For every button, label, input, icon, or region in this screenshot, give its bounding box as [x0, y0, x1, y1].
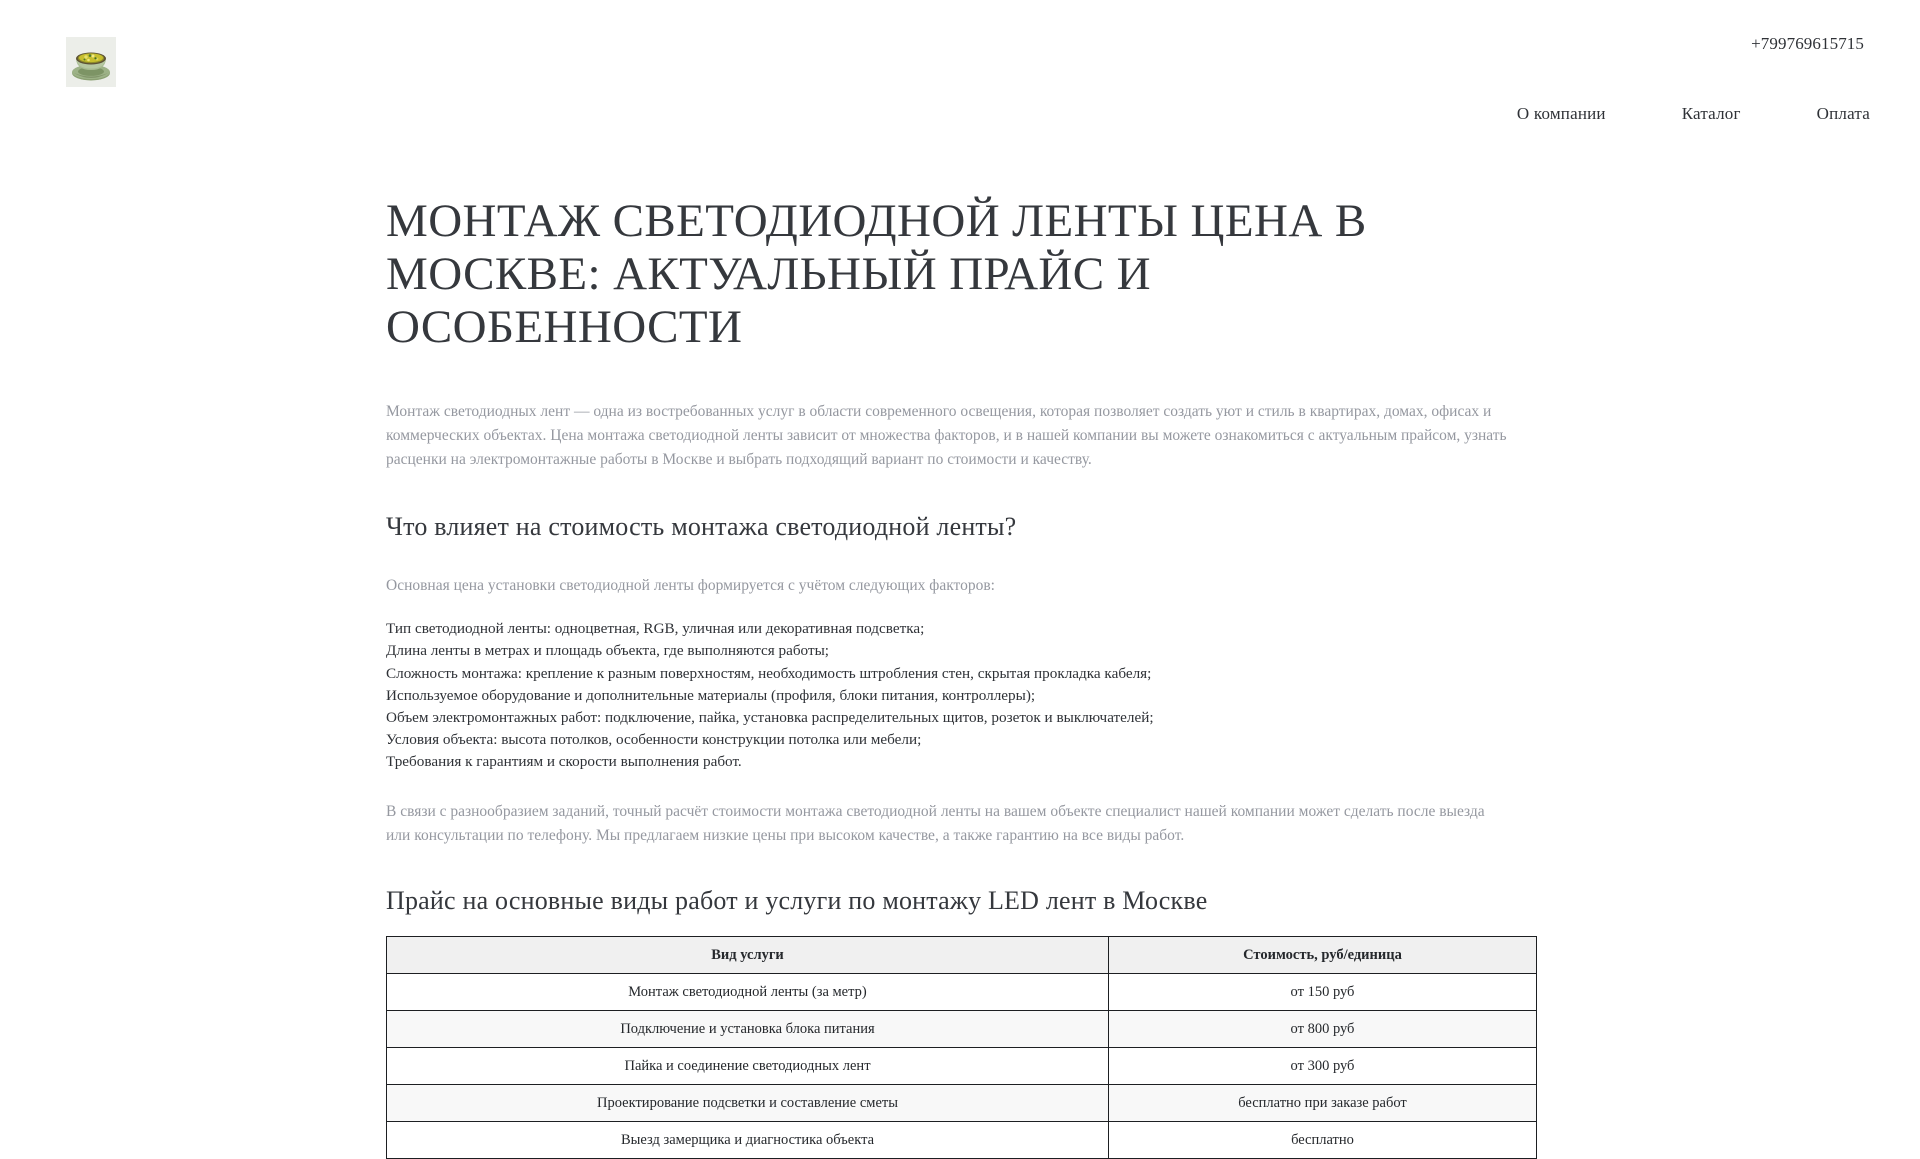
table-header-service: Вид услуги [387, 937, 1109, 974]
section-heading-factors: Что влияет на стоимость монтажа светодиодной ленты? [386, 512, 1017, 542]
table-row [387, 1122, 1537, 1159]
table-header-price: Стоимость, руб/единица [1109, 937, 1537, 974]
intro-paragraph: Монтаж светодиодных лент — одна из востребованных услуг в области современного освещения, которая позволяет создать уют и стиль в квартирах, домах, офисах и коммерческих объектах. Цена монтажа светодиодной ленты зависит от множества факторов, и в нашей компании вы можете ознакомиться с актуальным прайсом, узнать расценки на электромонтажные работы в Москве и выбрать подходящий вариант по стоимости и качеству. [386, 403, 1507, 469]
table-cell-price: от 300 руб [1109, 1048, 1537, 1085]
table-cell-price: от 800 руб [1109, 1011, 1537, 1048]
table-row [387, 974, 1537, 1011]
table-cell-service: Проектирование подсветки и составление сметы [387, 1085, 1109, 1122]
table-cell-price: бесплатно при заказе работ [1109, 1085, 1537, 1122]
nav-item-about[interactable]: О компании [1516, 104, 1606, 123]
list-item: Тип светодиодной ленты: одноцветная, RGB, уличная или декоративная подсветка; [386, 620, 925, 638]
list-item: Используемое оборудование и дополнительные материалы (профиля, блоки питания, контроллеры); [386, 686, 1036, 704]
header-phone[interactable]: +799769615715 [1751, 34, 1864, 53]
list-item: Требования к гарантиям и скорости выполнения работ. [386, 753, 742, 771]
price-table-body [387, 974, 1537, 1159]
list-item: Сложность монтажа: крепление к разным поверхностям, необходимость штробления стен, скрытая прокладка кабеля; [386, 664, 1152, 682]
table-cell-service: Монтаж светодиодной ленты (за метр) [387, 974, 1109, 1011]
closing-paragraph: В связи с разнообразием заданий, точный расчёт стоимости монтажа светодиодной ленты на вашем объекте специалист нашей компании может сделать после выезда или консультации по телефону. Мы предлагаем низкие цены при высоком качестве, а также гарантию на все виды работ. [386, 802, 1485, 844]
price-table [386, 936, 1537, 1159]
nav-item-payment[interactable]: Оплата [1816, 104, 1870, 123]
table-cell-service: Пайка и соединение светодиодных лент [387, 1048, 1109, 1085]
table-cell-service: Подключение и установка блока питания [387, 1011, 1109, 1048]
table-cell-price: от 150 руб [1109, 974, 1537, 1011]
site-header [0, 0, 1920, 140]
nav-item-catalog[interactable]: Каталог [1681, 104, 1741, 123]
table-cell-service: Выезд замерщика и диагностика объекта [387, 1122, 1109, 1159]
factors-lead-text: Основная цена установки светодиодной ленты формируется с учётом следующих факторов: [386, 577, 995, 595]
list-item: Длина ленты в метрах и площадь объекта, где выполняются работы; [386, 642, 830, 660]
table-cell-price: бесплатно [1109, 1122, 1537, 1159]
list-item: Объем электромонтажных работ: подключение, пайка, установка распределительных щитов, розеток и выключателей; [386, 708, 1154, 726]
table-row [387, 1085, 1537, 1122]
table-row [387, 1048, 1537, 1085]
soup-bowl-icon [66, 37, 116, 87]
page-title: МОНТАЖ СВЕТОДИОДНОЙ ЛЕНТЫ ЦЕНА В МОСКВЕ: АКТУАЛЬНЫЙ ПРАЙС И ОСОБЕННОСТИ [386, 195, 1367, 354]
factors-list [386, 618, 1535, 773]
table-row [387, 1011, 1537, 1048]
list-item: Условия объекта: высота потолков, особенности конструкции потолка или мебели; [386, 731, 922, 749]
site-logo[interactable] [66, 37, 116, 87]
table-header-row [387, 937, 1537, 974]
section-heading-price: Прайс на основные виды работ и услуги по монтажу LED лент в Москве [386, 885, 1208, 915]
main-navigation [1517, 104, 1870, 124]
main-content [385, 195, 1535, 1159]
